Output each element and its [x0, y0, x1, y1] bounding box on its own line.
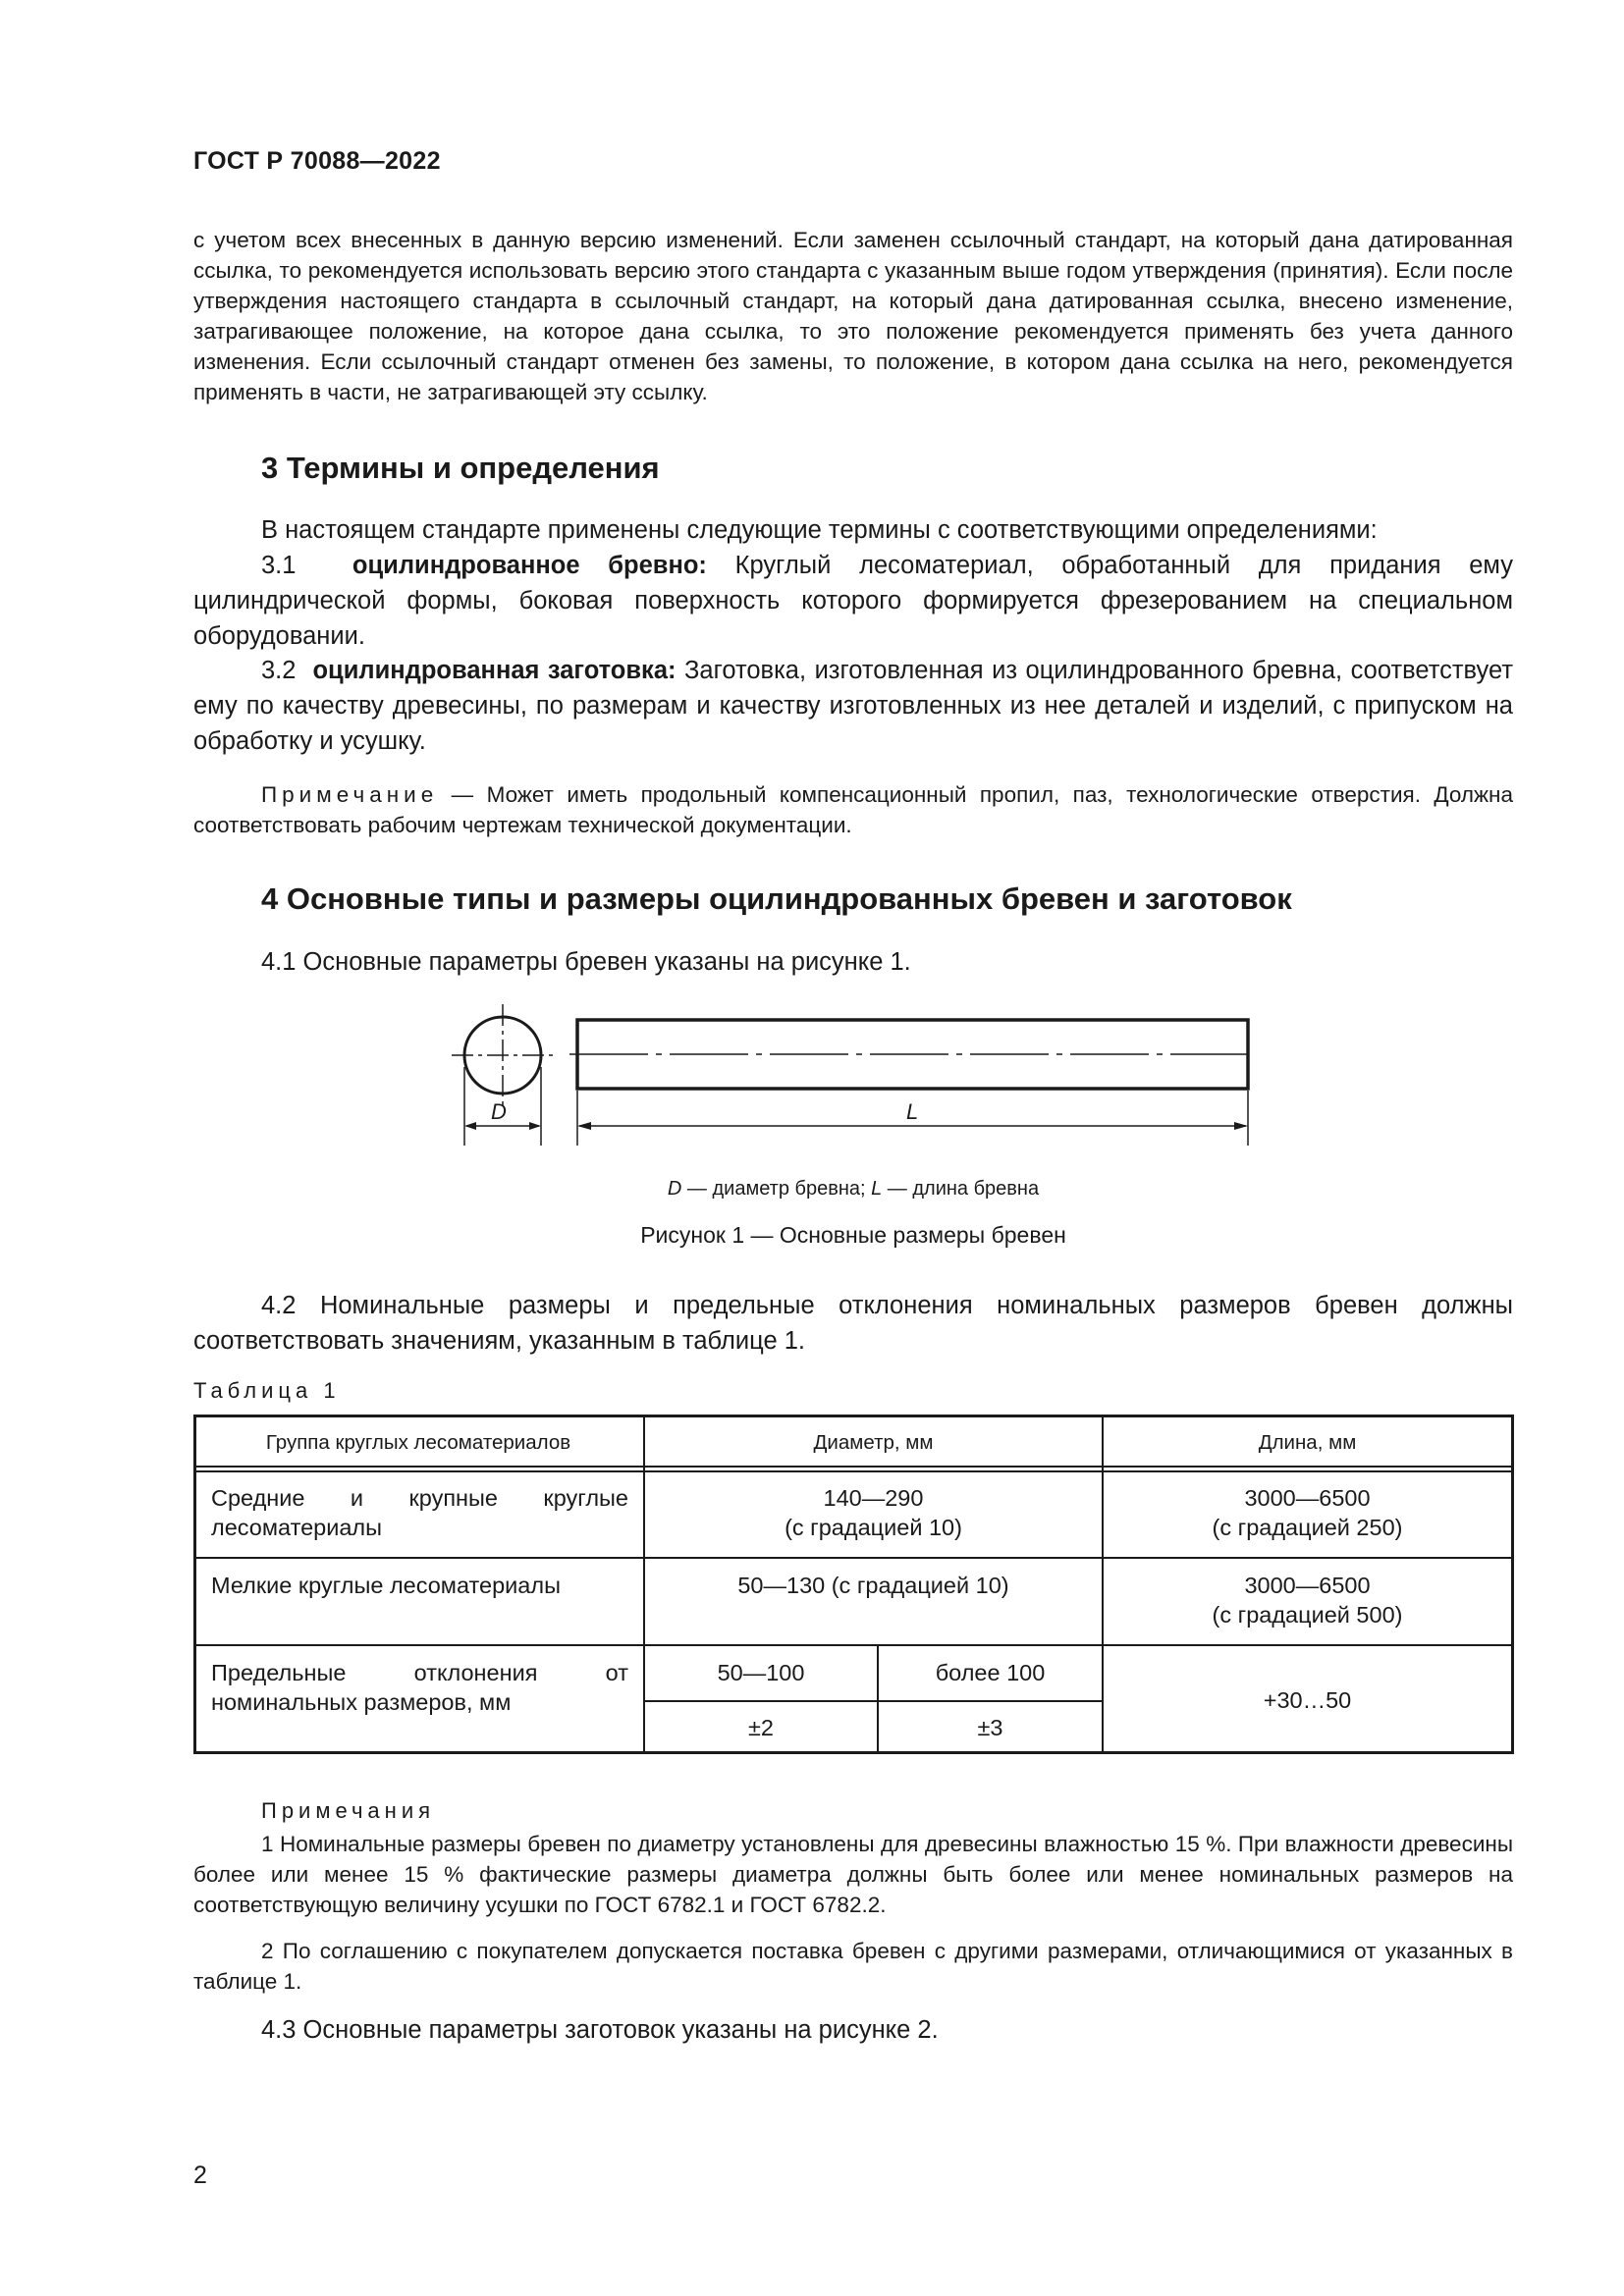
- row1-length-range: 3000—6500: [1244, 1485, 1371, 1511]
- legend-d-symbol: D: [667, 1178, 682, 1200]
- legend-l-text: — длина бревна: [882, 1178, 1040, 1200]
- table-row-rule: [193, 1644, 1514, 1646]
- table-border: [193, 1751, 1514, 1754]
- term-3-1: [193, 548, 1513, 654]
- table-1: [193, 1415, 1514, 1754]
- notes-label: Примечания: [261, 1798, 436, 1823]
- row2-length-gradation: (с градацией 500): [1212, 1602, 1403, 1628]
- intro-paragraph: с учетом всех внесенных в данную версию изменений. Если заменен ссылочный стандарт, на который дана датированная ссылка, то рекомендуется использовать версию этого стандарта с указанным выше годом утверждения (принятия). Если после утверждения настоящего стандарта в ссылочный стандарт, на который дана датированная ссылка, внесено изменение, затрагивающее положение, на которое дана ссылка, то это положение рекомендуется применять без учета данного изменения. Если ссылочный стандарт отменен без замены, то положение, в котором дана ссылка на него, рекомендуется применять в части, не затрагивающей эту ссылку.: [193, 228, 1513, 404]
- legend-l-symbol: L: [871, 1178, 883, 1200]
- paragraph-4-3: 4.3 Основные параметры заготовок указаны на рисунке 2.: [261, 2016, 939, 2044]
- row1-diameter-gradation: (с градацией 10): [785, 1515, 962, 1540]
- term-3-1-number: 3.1: [261, 552, 297, 579]
- row1-length-gradation: (с градацией 250): [1212, 1515, 1403, 1540]
- table-border: [193, 1415, 1514, 1417]
- row3-sub1-range: 50—100: [717, 1660, 805, 1685]
- table-header-rule: [193, 1470, 1514, 1472]
- term-3-2-name: оцилиндрованная заготовка:: [312, 657, 677, 684]
- section-3-note: [193, 779, 1513, 840]
- figure-1-drawing: [432, 996, 1276, 1153]
- figure-1-caption: Рисунок 1 — Основные размеры бревен: [640, 1222, 1066, 1248]
- row2-length-range: 3000—6500: [1244, 1573, 1371, 1598]
- row3-sub2-range: более 100: [935, 1660, 1046, 1685]
- document-code: ГОСТ Р 70088—2022: [193, 147, 441, 175]
- table-header-rule: [193, 1466, 1514, 1468]
- term-3-1-text: Круглый лесоматериал, обработанный для придания ему цилиндрической формы, боковая поверхность которого формируется фрезерованием на специальном оборудовании.: [193, 552, 1513, 650]
- row1-diameter-range: 140—290: [823, 1485, 924, 1511]
- term-3-1-name: оцилиндрованное бревно:: [352, 552, 707, 579]
- term-3-2-number: 3.2: [261, 657, 297, 684]
- table-header-diameter: Диаметр, мм: [813, 1431, 934, 1454]
- dimension-label-d: D: [491, 1099, 507, 1124]
- log-side-view: [569, 1020, 1257, 1146]
- figure-1-legend: [193, 1178, 1513, 1201]
- term-3-2-text: Заготовка, изготовленная из оцилиндрованного бревна, соответствует ему по качеству древесины, по размерам и качеству изготовленных из нее деталей и изделий, с припуском на обработку и усушку.: [193, 657, 1514, 755]
- section-3-intro: В настоящем стандарте применены следующие термины с соответствующими определениями:: [261, 516, 1378, 544]
- row2-diameter: 50—130 (с градацией 10): [737, 1573, 1009, 1598]
- note-1: 1 Номинальные размеры бревен по диаметру установлены для древесины влажностью 15 %. При влажности древесины более или менее 15 % фактические размеры диаметра должны быть более или менее номинальных размеров на соответствующую величину усушки по ГОСТ 6782.1 и ГОСТ 6782.2.: [193, 1832, 1513, 1917]
- note-2: 2 По соглашению с покупателем допускается поставка бревен с другими размерами, отличающимися от указанных в таблице 1.: [193, 1939, 1513, 1994]
- row1-group: Средние и крупные круглые лесоматериалы: [211, 1485, 628, 1540]
- note-text: — Может иметь продольный компенсационный пропил, паз, технологические отверстия. Должна соответствовать рабочим чертежам технической документации.: [193, 782, 1513, 837]
- table-header-group: Группа круглых лесоматериалов: [265, 1431, 571, 1454]
- paragraph-4-2: 4.2 Номинальные размеры и предельные отклонения номинальных размеров бревен должны соответствовать значениям, указанным в таблице 1.: [193, 1292, 1513, 1355]
- table-row-rule: [193, 1557, 1514, 1559]
- dimension-label-l: L: [906, 1099, 919, 1124]
- row3-group: Предельные отклонения от номинальных размеров, мм: [211, 1660, 628, 1715]
- paragraph-4-1: 4.1 Основные параметры бревен указаны на рисунке 1.: [261, 948, 911, 976]
- note-label: Примечание: [261, 782, 439, 807]
- legend-d-text: — диаметр бревна;: [681, 1178, 872, 1200]
- table-subrow-rule: [643, 1700, 1102, 1702]
- table-header-length: Длина, мм: [1258, 1431, 1357, 1454]
- row3-sub1-value: ±2: [748, 1715, 774, 1740]
- row3-sub2-value: ±3: [977, 1715, 1003, 1740]
- section-3-title: 3 Термины и определения: [261, 451, 660, 485]
- table-label: Таблица 1: [193, 1378, 341, 1403]
- term-3-2: [193, 653, 1513, 759]
- section-4-title: 4 Основные типы и размеры оцилиндрованных бревен и заготовок: [261, 881, 1292, 916]
- row2-group: Мелкие круглые лесоматериалы: [211, 1573, 561, 1598]
- page-number: 2: [193, 2162, 207, 2189]
- row3-length: +30…50: [1263, 1687, 1352, 1713]
